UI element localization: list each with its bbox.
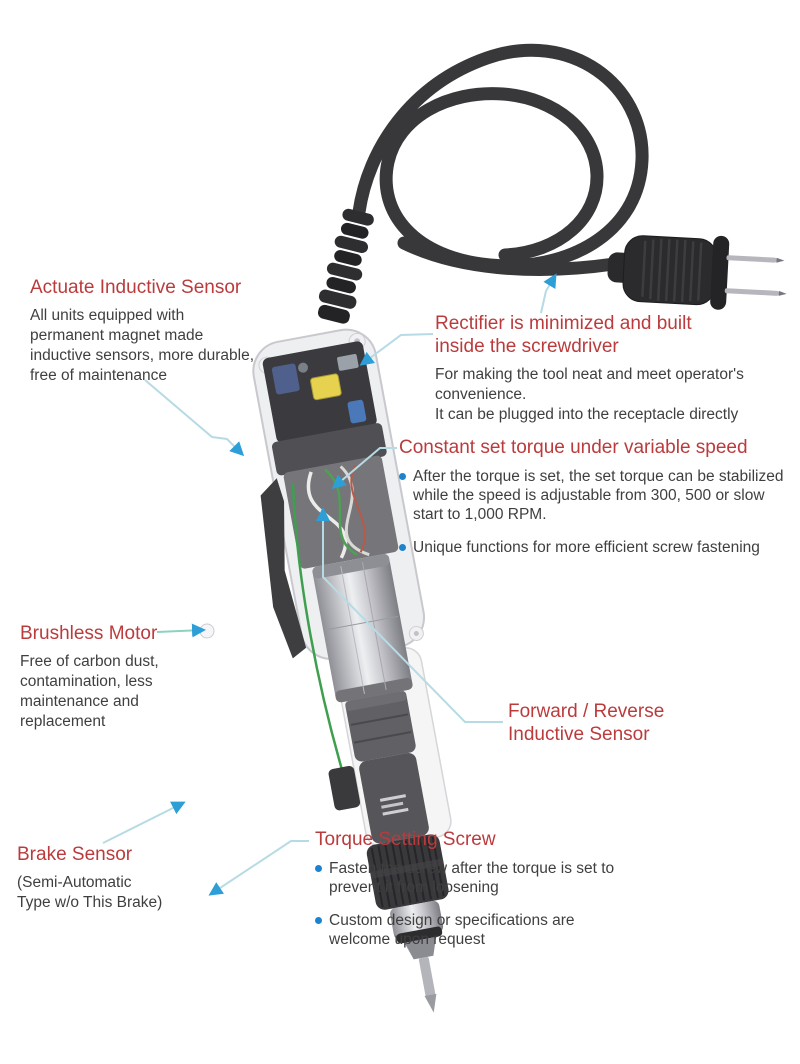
annotation-forward-reverse-sensor <box>508 700 718 746</box>
brake-body-line-2: Type w/o This Brake) <box>17 894 163 911</box>
torque-bullet-1: Fasten the screw after the torque is set to prevent it from loosening <box>315 859 645 897</box>
forward-title-line-1: Forward / Reverse <box>508 701 665 722</box>
wiring-zone <box>283 455 399 570</box>
annotation-constant-torque <box>399 436 797 571</box>
strain-relief <box>314 207 378 326</box>
leader-brake <box>103 803 183 843</box>
power-plug <box>606 230 790 313</box>
actuate-title: Actuate Inductive Sensor <box>30 277 242 298</box>
bullet-dot-icon <box>315 917 322 924</box>
bullet-dot-icon <box>399 544 406 551</box>
annotation-actuate-inductive-sensor <box>30 276 270 386</box>
constant-title: Constant set torque under variable speed <box>399 437 748 458</box>
constant-bullet-1: After the torque is set, the set torque can be stabilized while the speed is adjustable from 300, 500 or slow start to 1,000 RPM. <box>399 467 797 524</box>
torque-title: Torque Setting Screw <box>315 829 496 850</box>
brushless-body: Free of carbon dust, contamination, less maintenance and replacement <box>20 653 159 730</box>
rectifier-line-2: It can be plugged into the receptacle directly <box>435 406 739 423</box>
annotation-rectifier <box>435 312 795 425</box>
rectifier-line-1: For making the tool neat and meet operator's convenience. <box>435 366 744 403</box>
bullet-dot-icon <box>315 865 322 872</box>
screwdriver-bit <box>418 956 440 1013</box>
actuate-body: All units equipped with permanent magnet made inductive sensors, more durable, free of maintenance <box>30 307 255 384</box>
bullet-dot-icon <box>399 473 406 480</box>
annotation-brushless-motor <box>20 622 200 732</box>
leader-rectifier-cable <box>541 276 555 313</box>
leader-torque <box>211 841 309 894</box>
power-cable <box>359 50 642 269</box>
brake-body-line-1: (Semi-Automatic <box>17 874 132 891</box>
constant-bullet-2: Unique functions for more efficient screw fastening <box>399 538 797 557</box>
brushless-title: Brushless Motor <box>20 623 158 644</box>
annotation-torque-setting-screw <box>315 828 645 963</box>
plug-prongs <box>725 255 789 296</box>
leader-actuate <box>145 380 242 454</box>
forward-title-line-2: Inductive Sensor <box>508 724 650 745</box>
gear-section <box>345 690 417 762</box>
annotation-brake-sensor <box>17 843 217 913</box>
brake-title: Brake Sensor <box>17 844 133 865</box>
rectifier-title: Rectifier is minimized and built inside the screwdriver <box>435 313 692 357</box>
torque-bullet-2: Custom design or specifications are welcome upon request <box>315 911 645 949</box>
